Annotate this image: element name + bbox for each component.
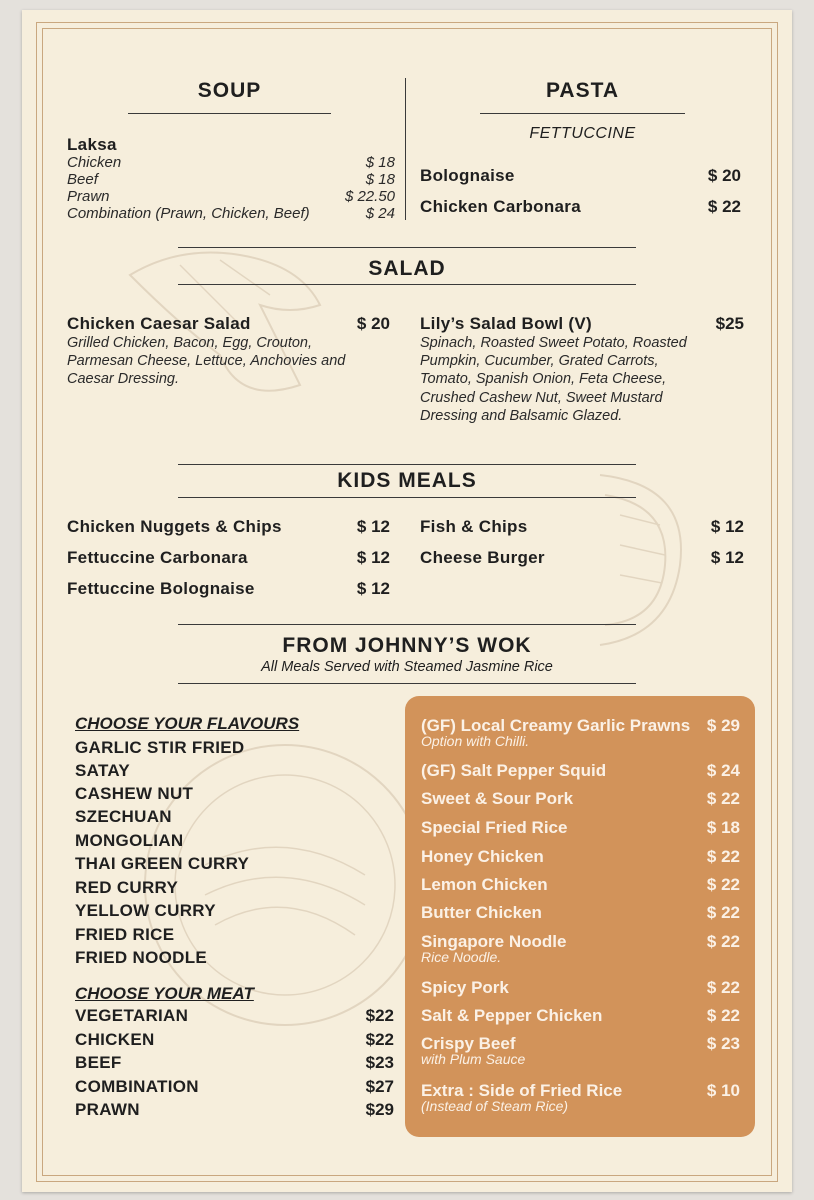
flavour-item: RED CURRY <box>75 878 179 897</box>
kids-item-name: Cheese Burger <box>420 548 545 567</box>
special-item-price: $ 22 <box>706 789 740 808</box>
meat-item-name: BEEF <box>75 1053 122 1072</box>
pasta-item-price: $ 20 <box>707 166 741 185</box>
laksa-option-price: $ 18 <box>365 171 395 188</box>
salad-heading: SALAD <box>368 257 446 280</box>
kids-meals-heading: KIDS MEALS <box>337 469 477 492</box>
flavour-item: THAI GREEN CURRY <box>75 854 250 873</box>
pasta-item-name: Chicken Carbonara <box>420 197 581 216</box>
flavour-item: MONGOLIAN <box>75 831 184 850</box>
special-item-price: $ 23 <box>706 1034 740 1053</box>
special-item-name: Salt & Pepper Chicken <box>421 1006 603 1025</box>
flavour-item: GARLIC STIR FRIED <box>75 738 245 757</box>
salad-item-description: Grilled Chicken, Bacon, Egg, Crouton, <box>67 335 313 351</box>
flavour-item: CASHEW NUT <box>75 784 194 803</box>
kids-item-price: $ 12 <box>356 548 390 567</box>
special-item-note: Option with Chilli. <box>421 733 530 749</box>
special-item-price: $ 22 <box>706 978 740 997</box>
special-item-name: Lemon Chicken <box>421 875 548 894</box>
meat-item-name: CHICKEN <box>75 1030 155 1049</box>
salad-item-description: Dressing and Balsamic Glazed. <box>420 408 623 424</box>
flavours-heading: CHOOSE YOUR FLAVOURS <box>75 714 300 733</box>
special-item-name: Extra : Side of Fried Rice <box>421 1081 623 1100</box>
special-item-note: with Plum Sauce <box>421 1051 526 1067</box>
wok-subheading: All Meals Served with Steamed Jasmine Rice <box>261 659 553 675</box>
laksa-option: Chicken <box>67 154 122 171</box>
salad-item-description: Parmesan Cheese, Lettuce, Anchovies and <box>67 353 346 369</box>
pasta-item-name: Bolognaise <box>420 166 515 185</box>
pasta-heading-underline <box>480 113 685 114</box>
special-item-name: (GF) Local Creamy Garlic Prawns <box>421 716 691 735</box>
laksa-option: Beef <box>67 171 98 188</box>
soup-heading-underline <box>128 113 331 114</box>
salad-item-name: Chicken Caesar Salad <box>67 314 251 333</box>
wok-top-rule <box>178 624 636 625</box>
special-item-price: $ 22 <box>706 847 740 866</box>
meat-item-price: $27 <box>365 1077 394 1096</box>
special-item-name: (GF) Salt Pepper Squid <box>421 761 607 780</box>
special-item-price: $ 10 <box>706 1081 740 1100</box>
pasta-subheading: FETTUCCINE <box>529 125 636 142</box>
laksa-option: Prawn <box>67 188 110 205</box>
flavour-item: SATAY <box>75 761 131 780</box>
pasta-item-price: $ 22 <box>707 197 741 216</box>
special-item-price: $ 22 <box>706 903 740 922</box>
meat-item-name: COMBINATION <box>75 1077 199 1096</box>
special-item-price: $ 24 <box>706 761 740 780</box>
meat-item-price: $22 <box>365 1030 394 1049</box>
salad-bottom-rule <box>178 284 636 285</box>
meat-item-name: VEGETARIAN <box>75 1006 189 1025</box>
salad-item-price: $ 20 <box>356 314 390 333</box>
special-item-name: Butter Chicken <box>421 903 542 922</box>
kids-item-name: Fettuccine Carbonara <box>67 548 248 567</box>
kids-item-price: $ 12 <box>710 548 744 567</box>
laksa-option-price: $ 22.50 <box>344 188 395 205</box>
salad-top-rule <box>178 247 636 248</box>
soup-heading: SOUP <box>197 79 262 102</box>
kids-item-price: $ 12 <box>710 517 744 536</box>
special-item-price: $ 29 <box>706 716 740 735</box>
wok-heading: FROM JOHNNY’S WOK <box>282 634 532 657</box>
soup-pasta-divider <box>405 78 406 220</box>
kids-item-name: Fish & Chips <box>420 517 528 536</box>
special-item-price: $ 22 <box>706 1006 740 1025</box>
special-item-note: Rice Noodle. <box>421 949 502 965</box>
special-item-name: Spicy Pork <box>421 978 509 997</box>
special-item-note: (Instead of Steam Rice) <box>421 1098 569 1114</box>
special-item-name: Sweet & Sour Pork <box>421 789 574 808</box>
special-item-price: $ 18 <box>706 818 740 837</box>
meat-item-name: PRAWN <box>75 1100 140 1119</box>
pasta-heading: PASTA <box>545 79 620 102</box>
kids-item-price: $ 12 <box>356 517 390 536</box>
special-item-price: $ 22 <box>706 875 740 894</box>
flavour-item: YELLOW CURRY <box>75 901 216 920</box>
wok-bottom-rule <box>178 683 636 684</box>
special-item-name: Crispy Beef <box>421 1034 516 1053</box>
salad-item-description: Caesar Dressing. <box>67 371 180 387</box>
kids-item-price: $ 12 <box>356 579 390 598</box>
meat-item-price: $29 <box>365 1100 394 1119</box>
salad-item-price: $25 <box>715 314 744 333</box>
special-item-name: Singapore Noodle <box>421 932 567 951</box>
meat-heading: CHOOSE YOUR MEAT <box>75 984 254 1003</box>
salad-item-description: Tomato, Spanish Onion, Feta Cheese, <box>420 371 667 387</box>
salad-item-description: Spinach, Roasted Sweet Potato, Roasted <box>420 335 687 351</box>
laksa-option: Combination (Prawn, Chicken, Beef) <box>67 205 310 222</box>
flavour-item: FRIED NOODLE <box>75 948 208 967</box>
salad-item-description: Pumpkin, Cucumber, Grated Carrots, <box>420 353 659 369</box>
kids-top-rule <box>178 464 636 465</box>
kids-item-name: Chicken Nuggets & Chips <box>67 517 282 536</box>
salad-item-name: Lily’s Salad Bowl (V) <box>420 314 592 333</box>
special-item-price: $ 22 <box>706 932 740 951</box>
special-item-name: Honey Chicken <box>421 847 544 866</box>
flavour-item: FRIED RICE <box>75 925 175 944</box>
flavour-item: SZECHUAN <box>75 807 172 826</box>
special-item-name: Special Fried Rice <box>421 818 568 837</box>
meat-item-price: $22 <box>365 1006 394 1025</box>
salad-item-description: Crushed Cashew Nut, Sweet Mustard <box>420 390 663 406</box>
kids-bottom-rule <box>178 497 636 498</box>
laksa-name: Laksa <box>67 135 117 154</box>
laksa-option-price: $ 18 <box>365 154 395 171</box>
kids-item-name: Fettuccine Bolognaise <box>67 579 255 598</box>
meat-item-price: $23 <box>365 1053 394 1072</box>
laksa-option-price: $ 24 <box>365 205 395 222</box>
